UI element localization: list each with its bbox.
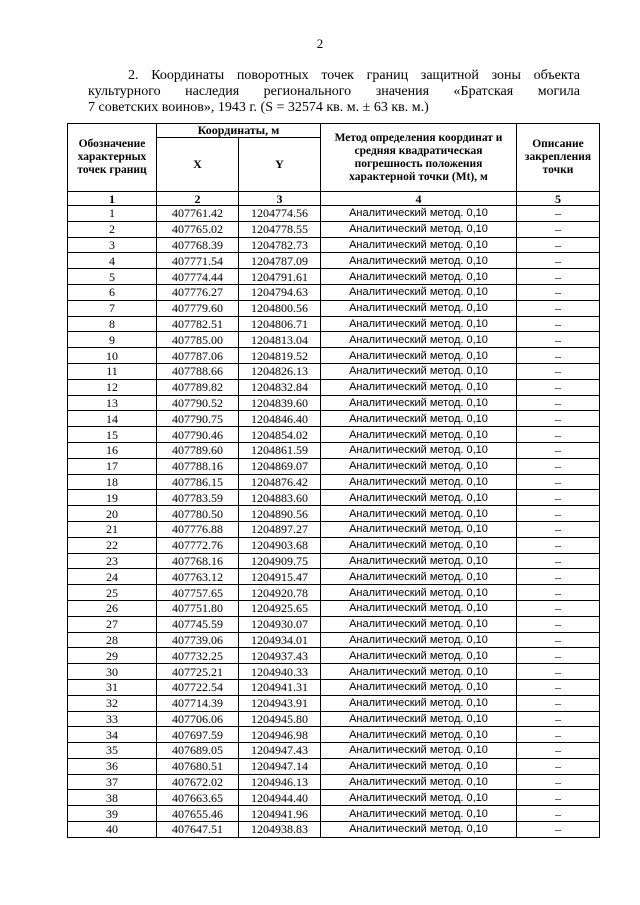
y-coordinate-cell: 1204791.61 xyxy=(239,269,321,285)
method-cell: Аналитический метод. 0,10 xyxy=(321,664,517,680)
y-coordinate-cell: 1204782.73 xyxy=(239,237,321,253)
column-number: 1 xyxy=(68,192,157,206)
x-coordinate-cell: 407790.75 xyxy=(157,411,239,427)
y-coordinate-cell: 1204925.65 xyxy=(239,600,321,616)
table-row xyxy=(68,474,600,490)
table-row xyxy=(68,442,600,458)
point-number-cell: 8 xyxy=(68,316,157,332)
point-number-cell: 29 xyxy=(68,648,157,664)
method-cell: Аналитический метод. 0,10 xyxy=(321,569,517,585)
method-cell: Аналитический метод. 0,10 xyxy=(321,806,517,822)
method-cell: Аналитический метод. 0,10 xyxy=(321,743,517,759)
point-number-cell: 38 xyxy=(68,790,157,806)
y-coordinate-cell: 1204861.59 xyxy=(239,442,321,458)
table-row xyxy=(68,600,600,616)
description-cell: – xyxy=(517,758,600,774)
heading-line-2: культурного наследия регионального значения «Братская могила xyxy=(88,84,580,99)
x-coordinate-cell: 407776.88 xyxy=(157,521,239,537)
column-number: 2 xyxy=(157,192,239,206)
point-number-cell: 25 xyxy=(68,585,157,601)
point-number-cell: 32 xyxy=(68,695,157,711)
table-row xyxy=(68,790,600,806)
description-cell: – xyxy=(517,806,600,822)
y-coordinate-cell: 1204876.42 xyxy=(239,474,321,490)
y-coordinate-cell: 1204937.43 xyxy=(239,648,321,664)
description-cell: – xyxy=(517,774,600,790)
table-row xyxy=(68,664,600,680)
y-coordinate-cell: 1204806.71 xyxy=(239,316,321,332)
table-row xyxy=(68,822,600,838)
description-cell: – xyxy=(517,553,600,569)
table-row xyxy=(68,206,600,222)
table-row xyxy=(68,695,600,711)
description-cell: – xyxy=(517,822,600,838)
y-coordinate-cell: 1204947.14 xyxy=(239,758,321,774)
description-cell: – xyxy=(517,679,600,695)
y-coordinate-cell: 1204778.55 xyxy=(239,221,321,237)
y-coordinate-cell: 1204934.01 xyxy=(239,632,321,648)
method-cell: Аналитический метод. 0,10 xyxy=(321,221,517,237)
table-row xyxy=(68,537,600,553)
point-number-cell: 1 xyxy=(68,206,157,222)
description-cell: – xyxy=(517,616,600,632)
x-coordinate-cell: 407783.59 xyxy=(157,490,239,506)
x-coordinate-cell: 407782.51 xyxy=(157,316,239,332)
description-cell: – xyxy=(517,221,600,237)
y-coordinate-cell: 1204945.80 xyxy=(239,711,321,727)
method-cell: Аналитический метод. 0,10 xyxy=(321,537,517,553)
description-cell: – xyxy=(517,284,600,300)
x-coordinate-cell: 407790.46 xyxy=(157,427,239,443)
method-cell: Аналитический метод. 0,10 xyxy=(321,822,517,838)
x-coordinate-cell: 407672.02 xyxy=(157,774,239,790)
y-coordinate-cell: 1204787.09 xyxy=(239,253,321,269)
table-row xyxy=(68,569,600,585)
point-number-cell: 14 xyxy=(68,411,157,427)
point-number-cell: 40 xyxy=(68,822,157,838)
y-coordinate-cell: 1204938.83 xyxy=(239,822,321,838)
table-row xyxy=(68,379,600,395)
x-coordinate-cell: 407647.51 xyxy=(157,822,239,838)
section-heading xyxy=(88,68,580,116)
x-coordinate-cell: 407787.06 xyxy=(157,348,239,364)
method-cell: Аналитический метод. 0,10 xyxy=(321,284,517,300)
table-row xyxy=(68,506,600,522)
point-number-cell: 18 xyxy=(68,474,157,490)
point-number-cell: 22 xyxy=(68,537,157,553)
table-row xyxy=(68,727,600,743)
description-cell: – xyxy=(517,521,600,537)
table-row xyxy=(68,363,600,379)
y-coordinate-cell: 1204826.13 xyxy=(239,363,321,379)
description-cell: – xyxy=(517,727,600,743)
point-number-cell: 10 xyxy=(68,348,157,364)
point-number-cell: 24 xyxy=(68,569,157,585)
table-row xyxy=(68,585,600,601)
coordinates-table xyxy=(67,123,600,838)
table-row xyxy=(68,269,600,285)
point-number-cell: 16 xyxy=(68,442,157,458)
method-cell: Аналитический метод. 0,10 xyxy=(321,411,517,427)
description-cell: – xyxy=(517,743,600,759)
x-coordinate-cell: 407663.65 xyxy=(157,790,239,806)
point-number-cell: 37 xyxy=(68,774,157,790)
x-coordinate-cell: 407765.02 xyxy=(157,221,239,237)
point-number-cell: 26 xyxy=(68,600,157,616)
method-cell: Аналитический метод. 0,10 xyxy=(321,521,517,537)
header-point-designation: Обозначение характерных точек границ xyxy=(68,124,157,192)
x-coordinate-cell: 407689.05 xyxy=(157,743,239,759)
method-cell: Аналитический метод. 0,10 xyxy=(321,616,517,632)
table-row xyxy=(68,521,600,537)
point-number-cell: 19 xyxy=(68,490,157,506)
y-coordinate-cell: 1204800.56 xyxy=(239,300,321,316)
point-number-cell: 9 xyxy=(68,332,157,348)
method-cell: Аналитический метод. 0,10 xyxy=(321,332,517,348)
y-coordinate-cell: 1204920.78 xyxy=(239,585,321,601)
point-number-cell: 4 xyxy=(68,253,157,269)
point-number-cell: 21 xyxy=(68,521,157,537)
description-cell: – xyxy=(517,664,600,680)
description-cell: – xyxy=(517,427,600,443)
table-row xyxy=(68,316,600,332)
method-cell: Аналитический метод. 0,10 xyxy=(321,790,517,806)
x-coordinate-cell: 407745.59 xyxy=(157,616,239,632)
description-cell: – xyxy=(517,348,600,364)
x-coordinate-cell: 407761.42 xyxy=(157,206,239,222)
method-cell: Аналитический метод. 0,10 xyxy=(321,474,517,490)
method-cell: Аналитический метод. 0,10 xyxy=(321,585,517,601)
method-cell: Аналитический метод. 0,10 xyxy=(321,695,517,711)
point-number-cell: 31 xyxy=(68,679,157,695)
y-coordinate-cell: 1204846.40 xyxy=(239,411,321,427)
table-row xyxy=(68,806,600,822)
x-coordinate-cell: 407790.52 xyxy=(157,395,239,411)
table-row xyxy=(68,332,600,348)
header-x: X xyxy=(157,138,239,192)
x-coordinate-cell: 407788.66 xyxy=(157,363,239,379)
description-cell: – xyxy=(517,253,600,269)
table-row xyxy=(68,490,600,506)
header-description: Описание закрепления точки xyxy=(517,124,600,192)
x-coordinate-cell: 407725.21 xyxy=(157,664,239,680)
y-coordinate-cell: 1204946.13 xyxy=(239,774,321,790)
method-cell: Аналитический метод. 0,10 xyxy=(321,679,517,695)
point-number-cell: 11 xyxy=(68,363,157,379)
x-coordinate-cell: 407776.27 xyxy=(157,284,239,300)
method-cell: Аналитический метод. 0,10 xyxy=(321,363,517,379)
x-coordinate-cell: 407768.16 xyxy=(157,553,239,569)
description-cell: – xyxy=(517,316,600,332)
table-row xyxy=(68,616,600,632)
method-cell: Аналитический метод. 0,10 xyxy=(321,553,517,569)
method-cell: Аналитический метод. 0,10 xyxy=(321,316,517,332)
table-row xyxy=(68,253,600,269)
y-coordinate-cell: 1204903.68 xyxy=(239,537,321,553)
method-cell: Аналитический метод. 0,10 xyxy=(321,648,517,664)
header-method: Метод определения координат и средняя квадратическая погрешность положения характерной точки (Mt), м xyxy=(321,124,517,192)
column-number: 3 xyxy=(239,192,321,206)
table-row xyxy=(68,648,600,664)
y-coordinate-cell: 1204947.43 xyxy=(239,743,321,759)
description-cell: – xyxy=(517,600,600,616)
description-cell: – xyxy=(517,237,600,253)
table-row xyxy=(68,427,600,443)
method-cell: Аналитический метод. 0,10 xyxy=(321,379,517,395)
x-coordinate-cell: 407751.80 xyxy=(157,600,239,616)
description-cell: – xyxy=(517,585,600,601)
description-cell: – xyxy=(517,648,600,664)
heading-line-1: 2. Координаты поворотных точек границ защитной зоны объекта xyxy=(128,68,580,83)
point-number-cell: 23 xyxy=(68,553,157,569)
point-number-cell: 36 xyxy=(68,758,157,774)
point-number-cell: 35 xyxy=(68,743,157,759)
method-cell: Аналитический метод. 0,10 xyxy=(321,490,517,506)
y-coordinate-cell: 1204869.07 xyxy=(239,458,321,474)
table-row xyxy=(68,411,600,427)
x-coordinate-cell: 407722.54 xyxy=(157,679,239,695)
x-coordinate-cell: 407732.25 xyxy=(157,648,239,664)
y-coordinate-cell: 1204941.96 xyxy=(239,806,321,822)
method-cell: Аналитический метод. 0,10 xyxy=(321,442,517,458)
method-cell: Аналитический метод. 0,10 xyxy=(321,395,517,411)
column-number: 5 xyxy=(517,192,600,206)
x-coordinate-cell: 407789.60 xyxy=(157,442,239,458)
y-coordinate-cell: 1204774.56 xyxy=(239,206,321,222)
method-cell: Аналитический метод. 0,10 xyxy=(321,600,517,616)
y-coordinate-cell: 1204883.60 xyxy=(239,490,321,506)
header-y: Y xyxy=(239,138,321,192)
method-cell: Аналитический метод. 0,10 xyxy=(321,206,517,222)
y-coordinate-cell: 1204819.52 xyxy=(239,348,321,364)
x-coordinate-cell: 407788.16 xyxy=(157,458,239,474)
point-number-cell: 27 xyxy=(68,616,157,632)
y-coordinate-cell: 1204915.47 xyxy=(239,569,321,585)
x-coordinate-cell: 407714.39 xyxy=(157,695,239,711)
description-cell: – xyxy=(517,363,600,379)
description-cell: – xyxy=(517,569,600,585)
method-cell: Аналитический метод. 0,10 xyxy=(321,237,517,253)
x-coordinate-cell: 407786.15 xyxy=(157,474,239,490)
x-coordinate-cell: 407706.06 xyxy=(157,711,239,727)
table-row xyxy=(68,553,600,569)
y-coordinate-cell: 1204909.75 xyxy=(239,553,321,569)
point-number-cell: 39 xyxy=(68,806,157,822)
description-cell: – xyxy=(517,474,600,490)
method-cell: Аналитический метод. 0,10 xyxy=(321,348,517,364)
point-number-cell: 6 xyxy=(68,284,157,300)
method-cell: Аналитический метод. 0,10 xyxy=(321,506,517,522)
y-coordinate-cell: 1204839.60 xyxy=(239,395,321,411)
description-cell: – xyxy=(517,411,600,427)
point-number-cell: 7 xyxy=(68,300,157,316)
description-cell: – xyxy=(517,537,600,553)
point-number-cell: 2 xyxy=(68,221,157,237)
table-row xyxy=(68,743,600,759)
method-cell: Аналитический метод. 0,10 xyxy=(321,253,517,269)
point-number-cell: 30 xyxy=(68,664,157,680)
page-number: 2 xyxy=(316,36,324,51)
x-coordinate-cell: 407771.54 xyxy=(157,253,239,269)
table-row xyxy=(68,632,600,648)
table-row xyxy=(68,458,600,474)
table-row xyxy=(68,395,600,411)
column-number: 4 xyxy=(321,192,517,206)
description-cell: – xyxy=(517,711,600,727)
table-row xyxy=(68,237,600,253)
x-coordinate-cell: 407768.39 xyxy=(157,237,239,253)
description-cell: – xyxy=(517,395,600,411)
x-coordinate-cell: 407780.50 xyxy=(157,506,239,522)
x-coordinate-cell: 407739.06 xyxy=(157,632,239,648)
method-cell: Аналитический метод. 0,10 xyxy=(321,458,517,474)
y-coordinate-cell: 1204943.91 xyxy=(239,695,321,711)
description-cell: – xyxy=(517,269,600,285)
method-cell: Аналитический метод. 0,10 xyxy=(321,711,517,727)
x-coordinate-cell: 407763.12 xyxy=(157,569,239,585)
description-cell: – xyxy=(517,332,600,348)
table-row xyxy=(68,348,600,364)
y-coordinate-cell: 1204946.98 xyxy=(239,727,321,743)
method-cell: Аналитический метод. 0,10 xyxy=(321,269,517,285)
table-row xyxy=(68,711,600,727)
description-cell: – xyxy=(517,379,600,395)
y-coordinate-cell: 1204854.02 xyxy=(239,427,321,443)
description-cell: – xyxy=(517,695,600,711)
point-number-cell: 28 xyxy=(68,632,157,648)
table-row xyxy=(68,758,600,774)
description-cell: – xyxy=(517,300,600,316)
method-cell: Аналитический метод. 0,10 xyxy=(321,427,517,443)
point-number-cell: 17 xyxy=(68,458,157,474)
point-number-cell: 12 xyxy=(68,379,157,395)
table-row xyxy=(68,774,600,790)
y-coordinate-cell: 1204832.84 xyxy=(239,379,321,395)
description-cell: – xyxy=(517,442,600,458)
description-cell: – xyxy=(517,506,600,522)
description-cell: – xyxy=(517,458,600,474)
point-number-cell: 15 xyxy=(68,427,157,443)
y-coordinate-cell: 1204941.31 xyxy=(239,679,321,695)
method-cell: Аналитический метод. 0,10 xyxy=(321,300,517,316)
x-coordinate-cell: 407697.59 xyxy=(157,727,239,743)
point-number-cell: 13 xyxy=(68,395,157,411)
x-coordinate-cell: 407774.44 xyxy=(157,269,239,285)
description-cell: – xyxy=(517,790,600,806)
method-cell: Аналитический метод. 0,10 xyxy=(321,632,517,648)
table-row xyxy=(68,679,600,695)
y-coordinate-cell: 1204890.56 xyxy=(239,506,321,522)
table-row xyxy=(68,284,600,300)
description-cell: – xyxy=(517,490,600,506)
point-number-cell: 34 xyxy=(68,727,157,743)
point-number-cell: 33 xyxy=(68,711,157,727)
heading-line-3: 7 советских воинов», 1943 г. (S = 32574 кв. м. ± 63 кв. м.) xyxy=(88,100,429,115)
x-coordinate-cell: 407757.65 xyxy=(157,585,239,601)
x-coordinate-cell: 407779.60 xyxy=(157,300,239,316)
table-row xyxy=(68,221,600,237)
description-cell: – xyxy=(517,632,600,648)
x-coordinate-cell: 407680.51 xyxy=(157,758,239,774)
description-cell: – xyxy=(517,206,600,222)
x-coordinate-cell: 407655.46 xyxy=(157,806,239,822)
table-row xyxy=(68,300,600,316)
y-coordinate-cell: 1204940.33 xyxy=(239,664,321,680)
point-number-cell: 5 xyxy=(68,269,157,285)
y-coordinate-cell: 1204897.27 xyxy=(239,521,321,537)
y-coordinate-cell: 1204944.40 xyxy=(239,790,321,806)
point-number-cell: 3 xyxy=(68,237,157,253)
x-coordinate-cell: 407789.82 xyxy=(157,379,239,395)
y-coordinate-cell: 1204794.63 xyxy=(239,284,321,300)
x-coordinate-cell: 407772.76 xyxy=(157,537,239,553)
method-cell: Аналитический метод. 0,10 xyxy=(321,758,517,774)
x-coordinate-cell: 407785.00 xyxy=(157,332,239,348)
y-coordinate-cell: 1204813.04 xyxy=(239,332,321,348)
header-coordinates: Координаты, м xyxy=(157,124,321,138)
method-cell: Аналитический метод. 0,10 xyxy=(321,727,517,743)
y-coordinate-cell: 1204930.07 xyxy=(239,616,321,632)
point-number-cell: 20 xyxy=(68,506,157,522)
method-cell: Аналитический метод. 0,10 xyxy=(321,774,517,790)
